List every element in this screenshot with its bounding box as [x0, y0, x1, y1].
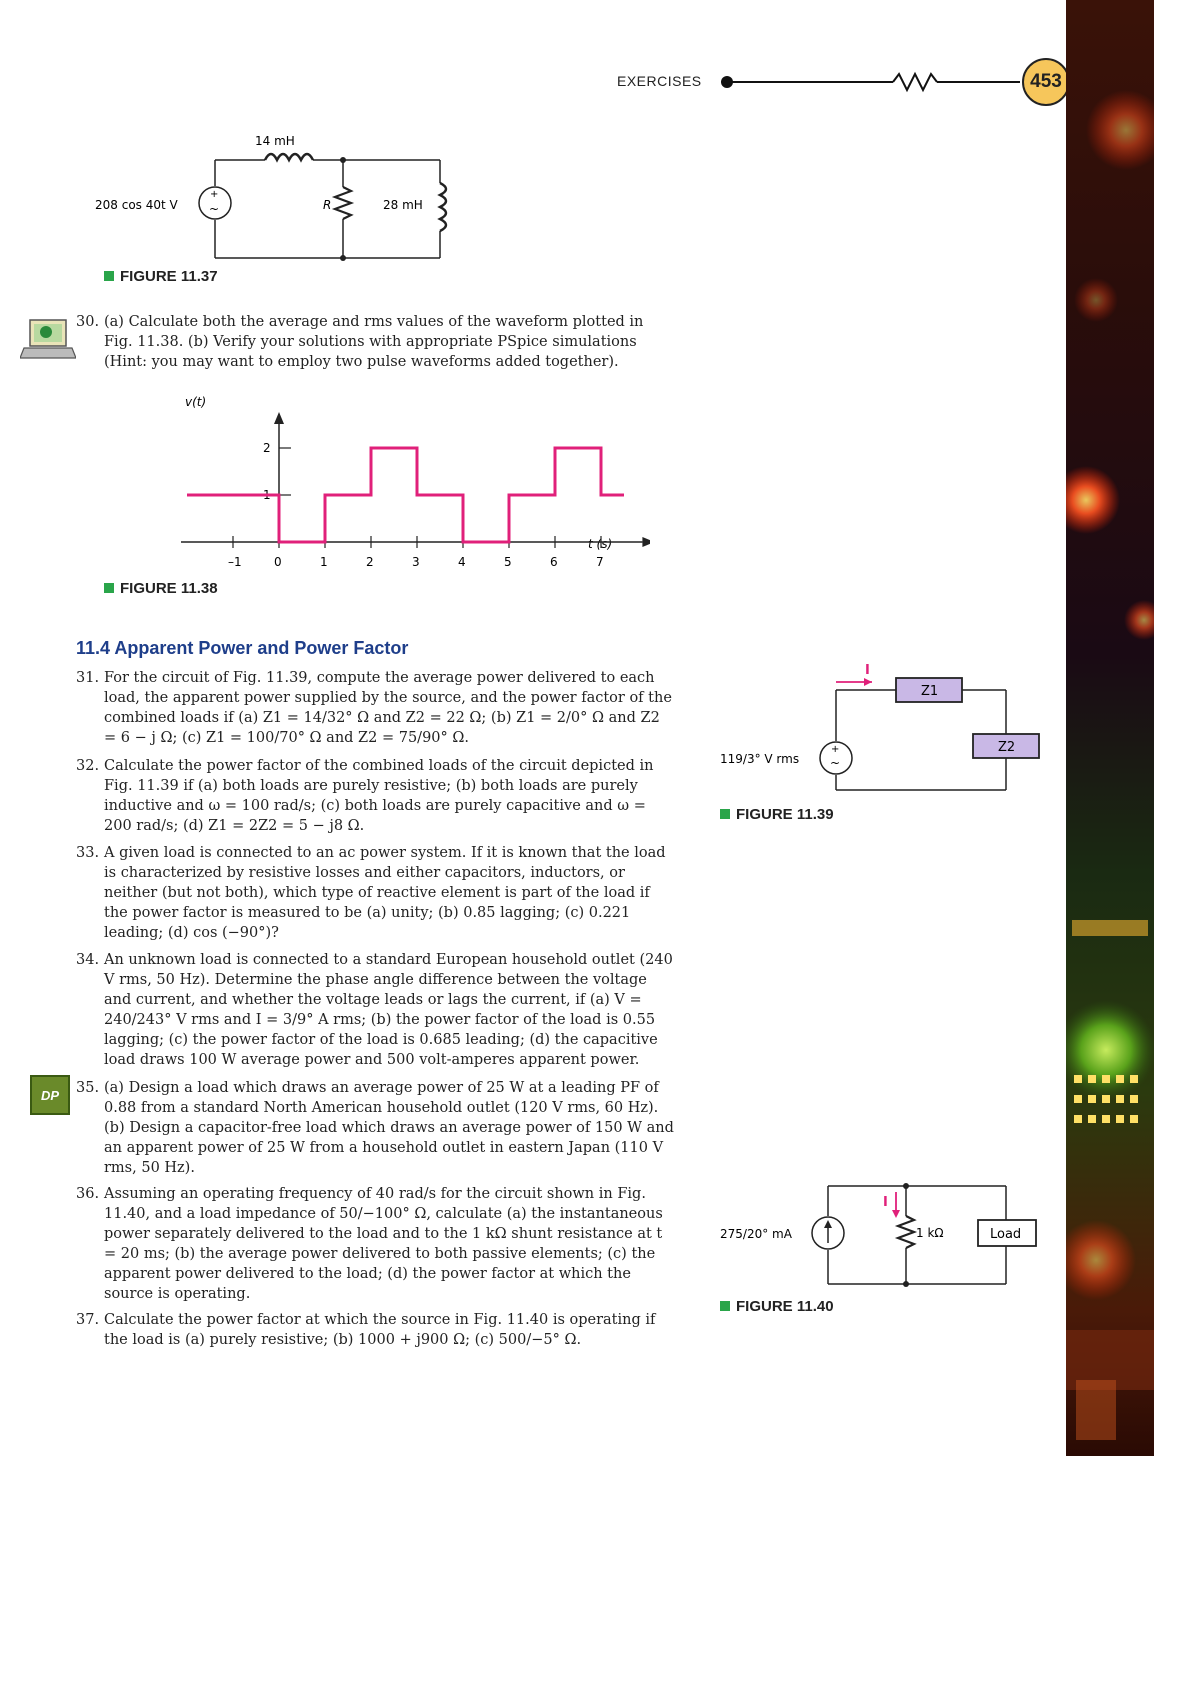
x-tick-label: 2 — [366, 555, 374, 569]
x-tick-label: 6 — [550, 555, 558, 569]
problem-number: 32. — [76, 758, 100, 774]
x-tick-label: 1 — [320, 555, 328, 569]
figure-11-38-chart — [90, 392, 650, 572]
x-tick-label: 5 — [504, 555, 512, 569]
resistor-1k-icon — [898, 1216, 914, 1248]
label-source-119: 119/3° V rms — [720, 752, 800, 766]
svg-text:~: ~ — [830, 756, 841, 770]
inductor-28mh-icon — [440, 183, 446, 231]
label-source-275: 275/20° mA — [720, 1227, 792, 1241]
problem-text: An unknown load is connected to a standard European household outlet (240 V rms, 50 Hz). Determine the phase angle difference between the voltage and current, and whether the voltage leads or lags the current, if (a) V = 240/243° V rms and I = 3/9° A rms; (b) the power factor of the load is 0.55 lagging; (c) the power factor of the load is 0.685 leading; (d) the capacitive load draws 100 W average power and 500 volt-amperes apparent power. — [104, 952, 673, 1068]
y-tick-label: 1 — [263, 488, 271, 502]
chart-ylabel: v(t) — [185, 395, 207, 409]
section-title: 11.4 Apparent Power and Power Factor — [76, 638, 409, 658]
svg-text:~: ~ — [209, 202, 220, 216]
problem-number: 34. — [76, 952, 100, 968]
label-r: R — [323, 198, 332, 212]
problem-36 — [76, 1184, 676, 1304]
svg-text:+: + — [831, 744, 840, 755]
chart-xlabel: t (s) — [588, 537, 613, 551]
x-tick-label: 4 — [458, 555, 466, 569]
design-problem-badge-icon: DP — [30, 1075, 70, 1115]
pspice-laptop-icon — [20, 318, 76, 360]
problem-number: 37. — [76, 1312, 100, 1328]
y-axis-arrow — [274, 412, 284, 424]
figure-11-40-circuit — [716, 1180, 1046, 1300]
problem-text: Calculate the power factor at which the source in Fig. 11.40 is operating if the load is (a) purely resistive; (b) 1000 + j900 Ω; (c) 500/−5° Ω. — [104, 1312, 656, 1348]
problem-text: Calculate the power factor of the combined loads of the circuit depicted in Fig. 11.39 if (a) both loads are purely resistive; (b) both loads are purely inductive and ω = 100 rad/s; (c) both loads are purely capacitive and ω = 200 rad/s; (d) Z1 = 2Z2 = 5 − j8 Ω. — [104, 758, 654, 834]
label-28mh: 28 mH — [383, 198, 423, 212]
x-tick-label: –1 — [228, 555, 242, 569]
x-axis-arrow — [642, 537, 650, 547]
label-14mh: 14 mH — [255, 134, 295, 148]
x-tick-label: 0 — [274, 555, 282, 569]
x-tick-label: 3 — [412, 555, 420, 569]
problem-text: Assuming an operating frequency of 40 rad/s for the circuit shown in Fig. 11.40, and a load impedance of 50/−100° Ω, calculate (a) the instantaneous power separately delivered to the load and to the 1 kΩ shunt resistance at t = 20 ms; (b) the average power delivered to both passive elements; (c) the apparent power delivered to the load; (d) the power factor at which the source is operating. — [104, 1186, 663, 1302]
problem-31 — [76, 668, 676, 748]
label-z1: Z1 — [921, 684, 939, 699]
label-current-i: I — [883, 1195, 888, 1210]
problem-34 — [76, 950, 676, 1070]
problem-text: For the circuit of Fig. 11.39, compute the average power delivered to each load, the apparent power supplied by the source, and the power factor of the combined loads if (a) Z1 = 14/32° Ω and Z2 = 22 Ω; (b) Z1 = 2/0° Ω and Z2 = 6 − j Ω; (c) Z1 = 100/70° Ω and Z2 = 75/90° Ω. — [104, 670, 672, 746]
caption-figure-11-39: FIGURE 11.39 — [720, 806, 834, 823]
page-number: 453 — [1022, 58, 1070, 106]
running-header: EXERCISES — [617, 73, 702, 89]
problem-37 — [76, 1310, 676, 1350]
problem-text: (a) Calculate both the average and rms values of the waveform plotted in Fig. 11.38. (b) Verify your solutions with appropriate PSpice simulations (Hint: you may want to employ two pulse waveforms added together). — [104, 314, 644, 370]
y-tick-label: 2 — [263, 441, 271, 455]
caption-figure-11-37: FIGURE 11.37 — [104, 268, 218, 285]
label-source-208: 208 cos 40t V — [95, 198, 178, 212]
svg-text:+: + — [210, 189, 219, 200]
problem-number: 30. — [76, 314, 100, 330]
caption-figure-11-40: FIGURE 11.40 — [720, 1298, 834, 1315]
problem-text: (a) Design a load which draws an average power of 25 W at a leading PF of 0.88 from a standard North American household outlet (120 V rms, 60 Hz). (b) Design a capacitor-free load which draws an average power of 150 W and an apparent power of 25 W from a household outlet in eastern Japan (110 V rms, 50 Hz). — [104, 1080, 674, 1176]
label-current-i: I — [865, 663, 870, 678]
problem-number: 35. — [76, 1080, 100, 1096]
label-load: Load — [990, 1227, 1022, 1242]
problem-35 — [76, 1078, 676, 1178]
problem-30 — [76, 312, 676, 372]
figure-11-39-circuit — [716, 660, 1046, 800]
header-resistor-decoration — [715, 60, 1025, 100]
x-tick-label: 7 — [596, 555, 604, 569]
label-1k: 1 kΩ — [916, 1226, 944, 1240]
problem-number: 36. — [76, 1186, 100, 1202]
problem-number: 31. — [76, 670, 100, 686]
label-z2: Z2 — [998, 740, 1016, 755]
problem-text: A given load is connected to an ac power system. If it is known that the load is characterized by resistive losses and either capacitors, inductors, or neither (but not both), which type of reactive element is part of the load if the power factor is measured to be (a) unity; (b) 0.85 lagging; (c) 0.221 leading; (d) cos (−90°)? — [104, 845, 666, 941]
decorative-circuit-photo-strip — [1066, 0, 1154, 1456]
problem-33 — [76, 843, 676, 943]
caption-figure-11-38: FIGURE 11.38 — [104, 580, 218, 597]
figure-11-37-circuit — [95, 125, 485, 265]
resistor-r-icon — [335, 187, 351, 219]
series-line-vt — [187, 448, 624, 542]
problem-32 — [76, 756, 676, 836]
problem-number: 33. — [76, 845, 100, 861]
